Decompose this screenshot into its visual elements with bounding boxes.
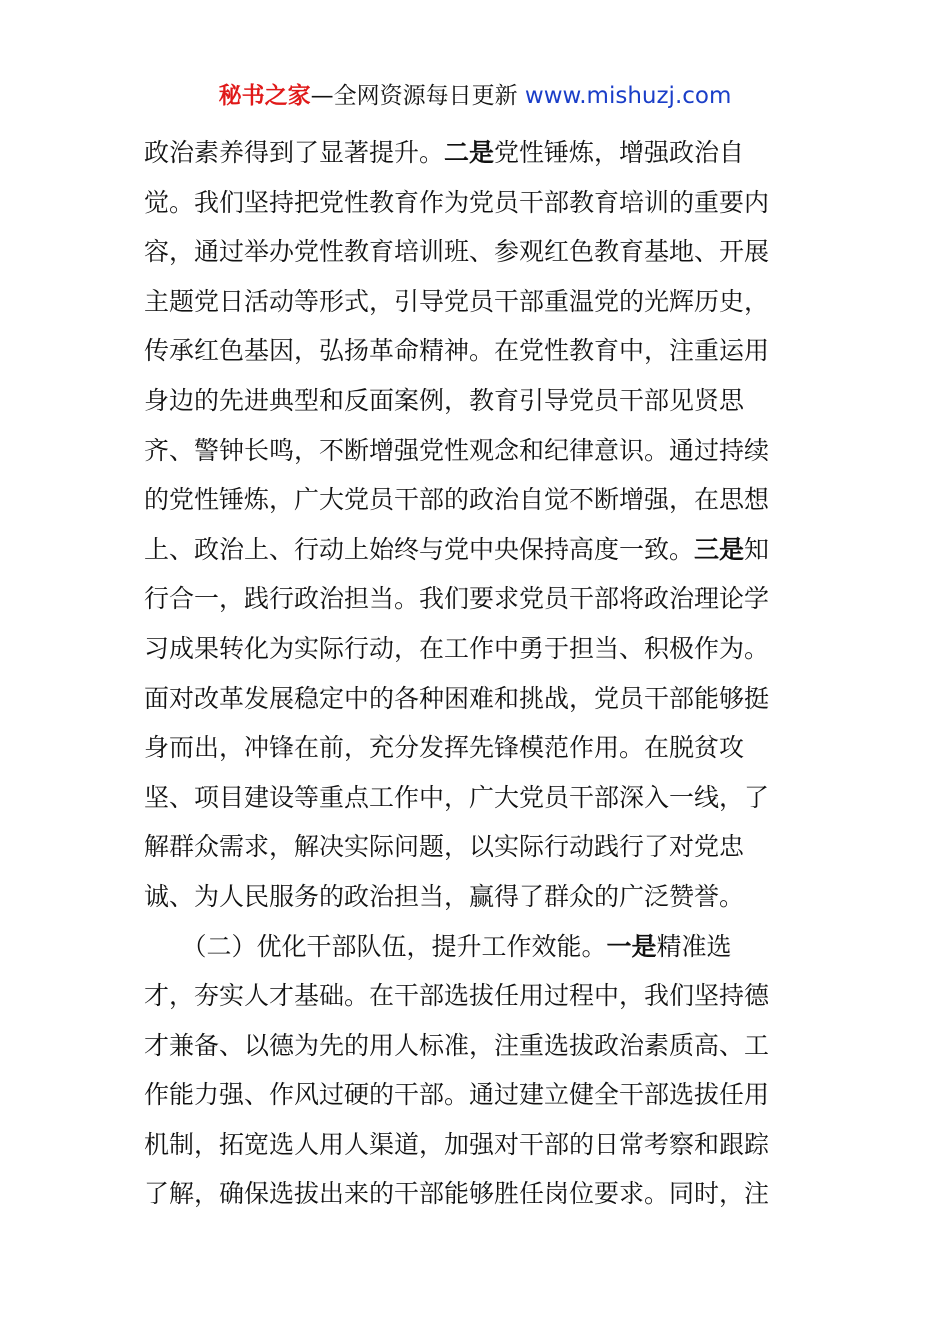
line-text-tail: 知 bbox=[744, 534, 770, 564]
line-text: 主题党日活动等形式，引导党员干部重温党的光辉历史， bbox=[144, 286, 770, 316]
text-line bbox=[144, 376, 816, 426]
brand-name: 秘书之家 bbox=[218, 83, 311, 109]
line-text: 传承红色基因，弘扬革命精神。在党性教育中，注重运用 bbox=[144, 336, 770, 366]
line-text: 觉。我们坚持把党性教育作为党员干部教育培训的重要内 bbox=[144, 187, 770, 217]
text-line bbox=[144, 624, 816, 674]
text-line bbox=[144, 475, 816, 525]
text-line bbox=[144, 326, 816, 376]
line-text: 才，夯实人才基础。在干部选拔任用过程中，我们坚持德 bbox=[144, 981, 770, 1011]
text-line bbox=[144, 1120, 816, 1170]
line-text-tail: 党性锤炼，增强政治自 bbox=[494, 138, 745, 167]
text-line bbox=[144, 872, 816, 922]
text-line bbox=[144, 971, 816, 1021]
line-text: 解群众需求，解决实际问题，以实际行动践行了对党忠 bbox=[144, 832, 745, 862]
site-header bbox=[0, 80, 950, 112]
document-body bbox=[144, 128, 816, 1219]
text-line bbox=[144, 922, 816, 972]
text-line bbox=[144, 277, 816, 327]
line-text: 诚、为人民服务的政治担当，赢得了群众的广泛赞誉。 bbox=[144, 881, 745, 911]
line-text: 齐、警钟长鸣，不断增强党性观念和纪律意识。通过持续 bbox=[144, 435, 770, 465]
text-line bbox=[144, 1169, 816, 1219]
line-text: 坚、项目建设等重点工作中，广大党员干部深入一线，了 bbox=[144, 782, 770, 812]
line-bold-marker: 二是 bbox=[444, 138, 495, 167]
text-line bbox=[144, 525, 816, 575]
line-text-tail: 精准选 bbox=[656, 931, 732, 961]
line-text: 身而出，冲锋在前，充分发挥先锋模范作用。在脱贫攻 bbox=[144, 733, 745, 763]
line-text: 身边的先进典型和反面案例，教育引导党员干部见贤思 bbox=[144, 385, 745, 415]
line-bold-marker: 三是 bbox=[694, 534, 745, 564]
text-line bbox=[144, 822, 816, 872]
line-bold-marker: 一是 bbox=[606, 931, 657, 961]
text-line bbox=[144, 178, 816, 228]
line-text: 政治素养得到了显著提升。 bbox=[144, 138, 445, 167]
line-text: （二）优化干部队伍，提升工作效能。 bbox=[144, 931, 607, 961]
text-line bbox=[144, 227, 816, 277]
text-line bbox=[144, 1021, 816, 1071]
text-line bbox=[144, 1070, 816, 1120]
site-url-link[interactable]: www.mishuzj.com bbox=[524, 83, 732, 109]
line-text: 面对改革发展稳定中的各种困难和挑战，党员干部能够挺 bbox=[144, 683, 770, 713]
line-text: 作能力强、作风过硬的干部。通过建立健全干部选拔任用 bbox=[144, 1080, 770, 1110]
text-line bbox=[144, 128, 816, 178]
line-text: 才兼备、以德为先的用人标准，注重选拔政治素质高、工 bbox=[144, 1030, 770, 1060]
text-line bbox=[144, 674, 816, 724]
text-line bbox=[144, 574, 816, 624]
line-text: 行合一，践行政治担当。我们要求党员干部将政治理论学 bbox=[144, 584, 770, 614]
text-line bbox=[144, 773, 816, 823]
header-tagline: —全网资源每日更新 bbox=[310, 83, 518, 109]
text-line bbox=[144, 723, 816, 773]
line-text: 的党性锤炼，广大党员干部的政治自觉不断增强，在思想 bbox=[144, 485, 770, 515]
text-line bbox=[144, 426, 816, 476]
line-text: 了解，确保选拔出来的干部能够胜任岗位要求。同时，注 bbox=[144, 1179, 770, 1209]
line-text: 容，通过举办党性教育培训班、参观红色教育基地、开展 bbox=[144, 237, 770, 267]
line-text: 机制，拓宽选人用人渠道，加强对干部的日常考察和跟踪 bbox=[144, 1129, 770, 1159]
line-text: 上、政治上、行动上始终与党中央保持高度一致。 bbox=[144, 534, 695, 564]
line-text: 习成果转化为实际行动，在工作中勇于担当、积极作为。 bbox=[144, 633, 770, 663]
